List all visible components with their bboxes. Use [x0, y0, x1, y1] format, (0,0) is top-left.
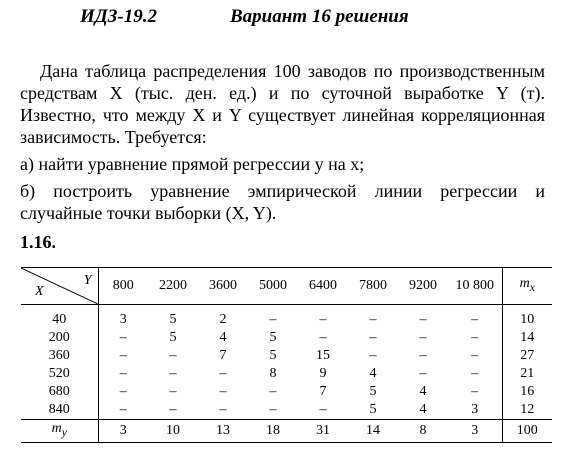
freq-cell: 5 [169, 330, 177, 345]
freq-cell: 4 [419, 402, 427, 417]
freq-cell: 5 [369, 384, 377, 399]
mx-value: 12 [502, 401, 552, 420]
my-value: 31 [298, 420, 348, 443]
section-number: 1.16. [20, 232, 56, 252]
freq-cell: – [169, 366, 177, 381]
freq-cell: – [471, 312, 479, 327]
corner-cell [21, 268, 98, 305]
header-code: ИДЗ-19.2 [80, 6, 158, 27]
freq-cell: – [419, 348, 427, 363]
table-row [21, 383, 552, 401]
table-row [21, 347, 552, 365]
y-header: 9200 [398, 268, 448, 305]
my-value: 3 [98, 420, 148, 443]
task-a: а) найти уравнение прямой регрессии y на x; [20, 154, 365, 174]
freq-cell: 5 [269, 330, 277, 345]
freq-cell: 7 [319, 384, 327, 399]
y-header: 800 [98, 268, 148, 305]
table-row [21, 305, 552, 330]
freq-cell: 9 [319, 366, 327, 381]
mx-value: 16 [502, 383, 552, 401]
x-value: 360 [21, 347, 98, 365]
my-label: $m_y$ [21, 420, 98, 443]
freq-cell: – [369, 312, 377, 327]
y-header: 10 800 [448, 268, 502, 305]
freq-cell: 7 [219, 348, 227, 363]
y-axis-label: Y [83, 273, 92, 288]
my-value: 13 [198, 420, 248, 443]
freq-cell: – [471, 330, 479, 345]
task-b: б) построить уравнение эмпирической линии регрессии и случайные точки выборки (X, Y). [20, 181, 545, 223]
freq-cell: 8 [269, 366, 277, 381]
freq-cell: 4 [419, 384, 427, 399]
freq-cell: 3 [119, 312, 127, 327]
mx-value: 14 [502, 329, 552, 347]
freq-cell: – [471, 366, 479, 381]
grand-total: 100 [502, 420, 552, 443]
freq-cell: – [319, 402, 327, 417]
y-header: 2200 [148, 268, 198, 305]
freq-cell: – [269, 312, 277, 327]
freq-cell: – [419, 330, 427, 345]
y-header: 3600 [198, 268, 248, 305]
freq-cell: 15 [316, 348, 330, 363]
my-value: 8 [398, 420, 448, 443]
x-value: 40 [21, 305, 98, 330]
my-totals-row [21, 420, 552, 443]
x-value: 520 [21, 365, 98, 383]
header-variant: Вариант 16 решения [230, 6, 409, 27]
my-value: 3 [448, 420, 502, 443]
mx-value: 10 [502, 305, 552, 330]
freq-cell: – [471, 348, 479, 363]
freq-cell: – [319, 330, 327, 345]
table-row [21, 329, 552, 347]
table-row [21, 401, 552, 420]
freq-cell: – [119, 330, 127, 345]
y-header: 7800 [348, 268, 398, 305]
freq-cell: 5 [369, 402, 377, 417]
freq-cell: – [219, 402, 227, 417]
table-row [21, 365, 552, 383]
freq-cell: – [269, 402, 277, 417]
freq-cell: – [269, 384, 277, 399]
mx-value: 27 [502, 347, 552, 365]
x-value: 200 [21, 329, 98, 347]
freq-cell: 4 [219, 330, 227, 345]
problem-statement: Дана таблица распределения 100 заводов по производственным средствам X (тыс. ден. ед.) и по суточной выработке Y (т). Известно, что между X и Y существует линейная корреляционная зависимость. Требуется: [20, 61, 545, 147]
x-value: 680 [21, 383, 98, 401]
freq-cell: 2 [219, 312, 227, 327]
freq-cell: – [219, 366, 227, 381]
freq-cell: 4 [369, 366, 377, 381]
freq-cell: 5 [269, 348, 277, 363]
freq-cell: – [169, 402, 177, 417]
freq-cell: – [119, 384, 127, 399]
x-value: 840 [21, 401, 98, 420]
x-axis-label: X [35, 284, 44, 299]
freq-cell: – [319, 312, 327, 327]
distribution-table [21, 267, 552, 443]
mx-value: 21 [502, 365, 552, 383]
freq-cell: – [369, 348, 377, 363]
freq-cell: – [419, 366, 427, 381]
freq-cell: – [119, 348, 127, 363]
my-value: 14 [348, 420, 398, 443]
mx-header: $m_x$ [502, 268, 552, 305]
y-header: 5000 [248, 268, 298, 305]
freq-cell: – [369, 330, 377, 345]
y-header: 6400 [298, 268, 348, 305]
freq-cell: – [119, 402, 127, 417]
freq-cell: – [169, 384, 177, 399]
table-header-row [21, 268, 552, 305]
freq-cell: – [219, 384, 227, 399]
freq-cell: 3 [471, 402, 479, 417]
freq-cell: 5 [169, 312, 177, 327]
freq-cell: – [119, 366, 127, 381]
my-value: 10 [148, 420, 198, 443]
freq-cell: – [471, 384, 479, 399]
freq-cell: – [419, 312, 427, 327]
freq-cell: – [169, 348, 177, 363]
my-value: 18 [248, 420, 298, 443]
